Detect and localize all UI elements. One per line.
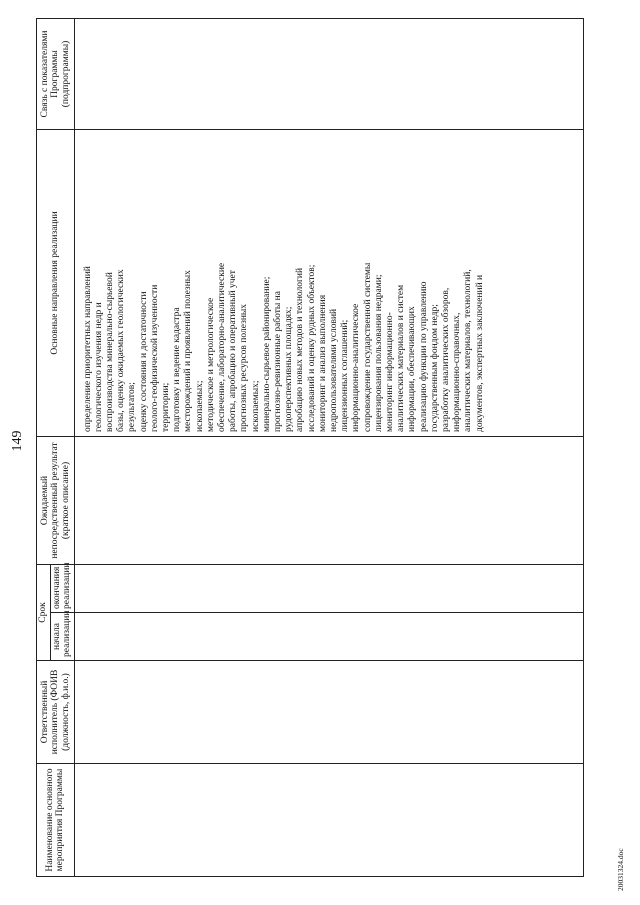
header-term: Срок [37,564,51,660]
direction-line: мониторинг и анализ выполнения [317,294,328,432]
direction-line: воспроизводства минерально-сырьевой [104,272,115,432]
direction-line: информационно-аналитическое [351,303,362,432]
direction-line: разработку аналитических обзоров, [441,287,451,432]
cell-indicators-link [74,18,583,129]
document-id: 20031324.doc [616,848,625,891]
direction-line: результатов; [127,382,138,432]
direction-line: реализацию функции по управлению [418,281,429,432]
direction-line: геологического изучения недр и [93,302,104,432]
direction-line: базы, оценку ожидаемых геологических [116,269,127,432]
header-expected-result: Ожидаемый непосредственный результат (краткое описание) [37,436,75,564]
direction-line: оценку состояния и достаточности [138,291,149,432]
cell-expected-result [74,436,583,564]
direction-line: сопровождение государственной системы [362,262,373,432]
cell-activity-name [74,764,583,877]
direction-line: документов, экспертных заключений и [474,274,485,432]
direction-line: определение приоритетных направлений [82,266,93,432]
direction-line: ископаемых; [194,380,205,432]
header-activity-name: Наименование основного мероприятия Программы [37,764,75,877]
direction-line: работы, апробацию и оперативный учет [228,270,239,432]
cell-end [74,564,583,612]
direction-line: информационно-справочных, [452,312,463,432]
direction-line: геолого-геофизической изученности [149,284,160,432]
header-row [37,18,51,876]
header-start: начала реализации [50,613,74,661]
direction-line: аналитических материалов, технологий, [463,269,474,432]
directions-list [83,133,486,432]
direction-line: минерально-сырьевое районирование; [261,276,272,432]
direction-line: методическое и метрологическое [205,297,216,432]
header-indicators-link: Связь с показателями Программы (подпрограммы) [37,18,75,129]
page-number: 149 [10,430,25,452]
header-main-directions: Основные направления реализации [37,129,75,436]
direction-line: подготовку и ведение кадастра [172,307,183,432]
direction-line: недропользователями условий [328,308,339,432]
direction-line: территории; [160,382,171,432]
cell-executor [74,661,583,764]
direction-line: обеспечение, лабораторно-аналитические [216,262,227,432]
direction-line: лицензирования пользования недрами; [373,274,384,432]
direction-line: месторождений и проявлений полезных [183,270,194,432]
header-end: окончания реализации [50,564,74,612]
direction-line: прогнозно-ревизионные работы на [272,291,283,432]
table-row [74,18,583,876]
direction-line: аналитических материалов и систем [396,284,407,432]
cell-main-directions [74,129,583,436]
direction-line: лицензионных соглашений; [340,319,351,432]
header-executor: Ответственный исполнитель (ФОИВ (должность, ф.и.о.) [37,661,75,764]
direction-line: исследований и оценку рудных объектов; [306,264,317,432]
cell-start [74,613,583,661]
direction-line: информации, обеспечивающих [407,306,418,432]
direction-line: рудоперспективных площадях; [284,306,295,432]
direction-line: мониторинг информационно- [384,312,395,432]
direction-line: государственным фондом недр; [429,304,440,432]
program-activities-table [36,18,584,877]
direction-line: прогнозных ресурсов полезных [239,303,250,432]
direction-line: ископаемых; [250,380,261,432]
direction-line: апробацию новых методов и технологий [295,267,306,432]
